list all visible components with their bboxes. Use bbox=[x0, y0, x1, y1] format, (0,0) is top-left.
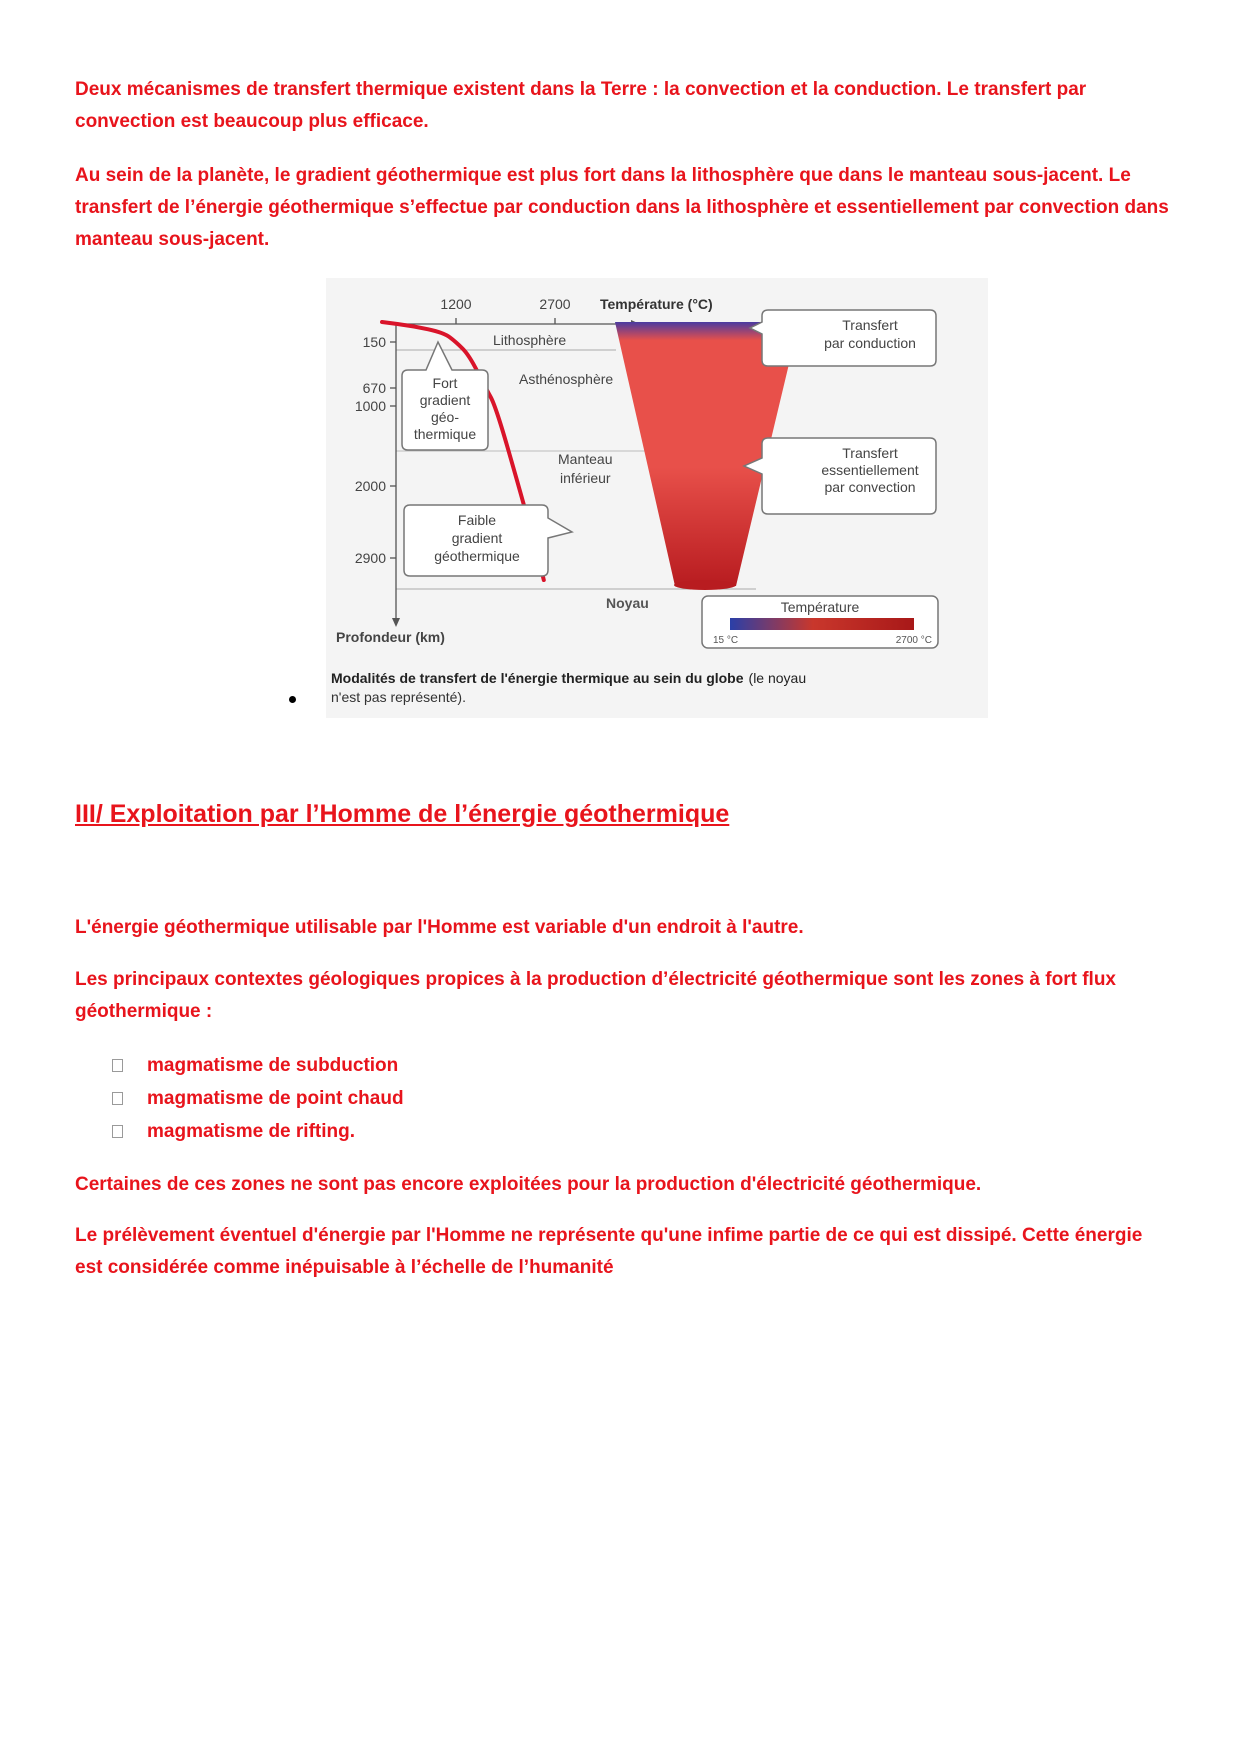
svg-text:essentiellement: essentiellement bbox=[821, 462, 919, 478]
svg-text:par convection: par convection bbox=[824, 479, 916, 495]
section-title: III/ Exploitation par l’Homme de l’énergie géothermique bbox=[75, 800, 730, 828]
figure-caption-line-1: Modalités de transfert de l'énergie thermique au sein du globe (le noyau bbox=[331, 670, 807, 686]
depth-tick-label: 150 bbox=[362, 334, 386, 350]
svg-text:géo-: géo- bbox=[430, 409, 460, 425]
label-manteau: Manteau bbox=[558, 451, 613, 467]
temperature-tick-label: 2700 bbox=[539, 296, 571, 312]
depth-axis-label: Profondeur (km) bbox=[336, 629, 445, 645]
list-item: magmatisme de rifting. bbox=[112, 1115, 404, 1148]
paragraph-variability: L'énergie géothermique utilisable par l'Homme est variable d'un endroit à l'autre. bbox=[75, 917, 804, 938]
context-list bbox=[112, 1049, 404, 1148]
svg-text:par conduction: par conduction bbox=[824, 335, 916, 351]
list-item: magmatisme de point chaud bbox=[112, 1082, 404, 1115]
svg-text:géothermique: géothermique bbox=[434, 548, 520, 564]
label-inferieur: inférieur bbox=[560, 470, 611, 486]
bullet-box-icon bbox=[112, 1059, 123, 1072]
bullet-dot bbox=[289, 696, 296, 703]
callout-fort-gradient bbox=[402, 342, 488, 450]
figure-caption-line-2: n'est pas représenté). bbox=[331, 689, 466, 705]
label-lithosphere: Lithosphère bbox=[493, 332, 567, 348]
bullet-box-icon bbox=[112, 1125, 123, 1138]
callout-transfert-conduction bbox=[750, 310, 936, 366]
geothermal-diagram bbox=[326, 278, 988, 718]
legend-min: 15 °C bbox=[713, 635, 739, 646]
svg-text:Fort: Fort bbox=[432, 375, 458, 391]
temperature-ticks bbox=[440, 296, 570, 324]
depth-tick-label: 670 bbox=[362, 380, 386, 396]
paragraph-transfer-mechanisms: Deux mécanismes de transfert thermique existent dans la Terre : la convection et la conduction. Le transfert par convection est beaucoup plus efficace. bbox=[75, 79, 1087, 132]
paragraph-inexhaustible: Le prélèvement éventuel d'énergie par l'Homme ne représente qu'une infime partie de ce qui est dissipé. Cette énergie est considérée comme inépuisable à l’échelle de l’humanité bbox=[75, 1225, 1143, 1278]
temperature-legend bbox=[702, 596, 938, 648]
paragraph-contexts: Les principaux contextes géologiques propices à la production d’électricité géothermique sont les zones à fort flux géothermique : bbox=[75, 969, 1116, 1022]
paragraph-geothermal-gradient: Au sein de la planète, le gradient géothermique est plus fort dans la lithosphère que dans le manteau sous-jacent. Le transfert de l’énergie géothermique s’effectue par conduction dans la lithosphère et essentiellement par convection dans manteau sous-jacent. bbox=[75, 165, 1169, 250]
depth-ticks bbox=[355, 334, 396, 566]
temperature-tick-label: 1200 bbox=[440, 296, 472, 312]
depth-axis-arrow-icon bbox=[392, 618, 400, 627]
svg-text:Transfert: Transfert bbox=[842, 445, 898, 461]
svg-text:gradient: gradient bbox=[451, 530, 503, 546]
bullet-box-icon bbox=[112, 1092, 123, 1105]
geothermal-figure bbox=[326, 278, 988, 718]
svg-text:thermique: thermique bbox=[413, 426, 477, 442]
svg-text:Transfert: Transfert bbox=[842, 317, 898, 333]
label-asthenosphere: Asthénosphère bbox=[519, 371, 614, 387]
depth-tick-label: 2000 bbox=[354, 478, 386, 494]
legend-title: Température bbox=[780, 599, 860, 615]
paragraph-unexploited: Certaines de ces zones ne sont pas encore exploitées pour la production d'électricité géothermique. bbox=[75, 1174, 982, 1195]
legend-gradient-bar bbox=[730, 618, 914, 630]
callout-faible-gradient bbox=[404, 505, 572, 576]
column-base bbox=[674, 580, 736, 590]
svg-text:gradient: gradient bbox=[419, 392, 471, 408]
svg-text:Faible: Faible bbox=[457, 512, 497, 528]
depth-tick-label: 2900 bbox=[354, 550, 386, 566]
label-noyau: Noyau bbox=[606, 595, 649, 611]
list-item: magmatisme de subduction bbox=[112, 1049, 404, 1082]
legend-max: 2700 °C bbox=[895, 635, 932, 646]
temperature-axis-label: Température (°C) bbox=[600, 296, 713, 312]
depth-tick-label: 1000 bbox=[354, 398, 386, 414]
callout-transfert-convection bbox=[744, 438, 936, 514]
